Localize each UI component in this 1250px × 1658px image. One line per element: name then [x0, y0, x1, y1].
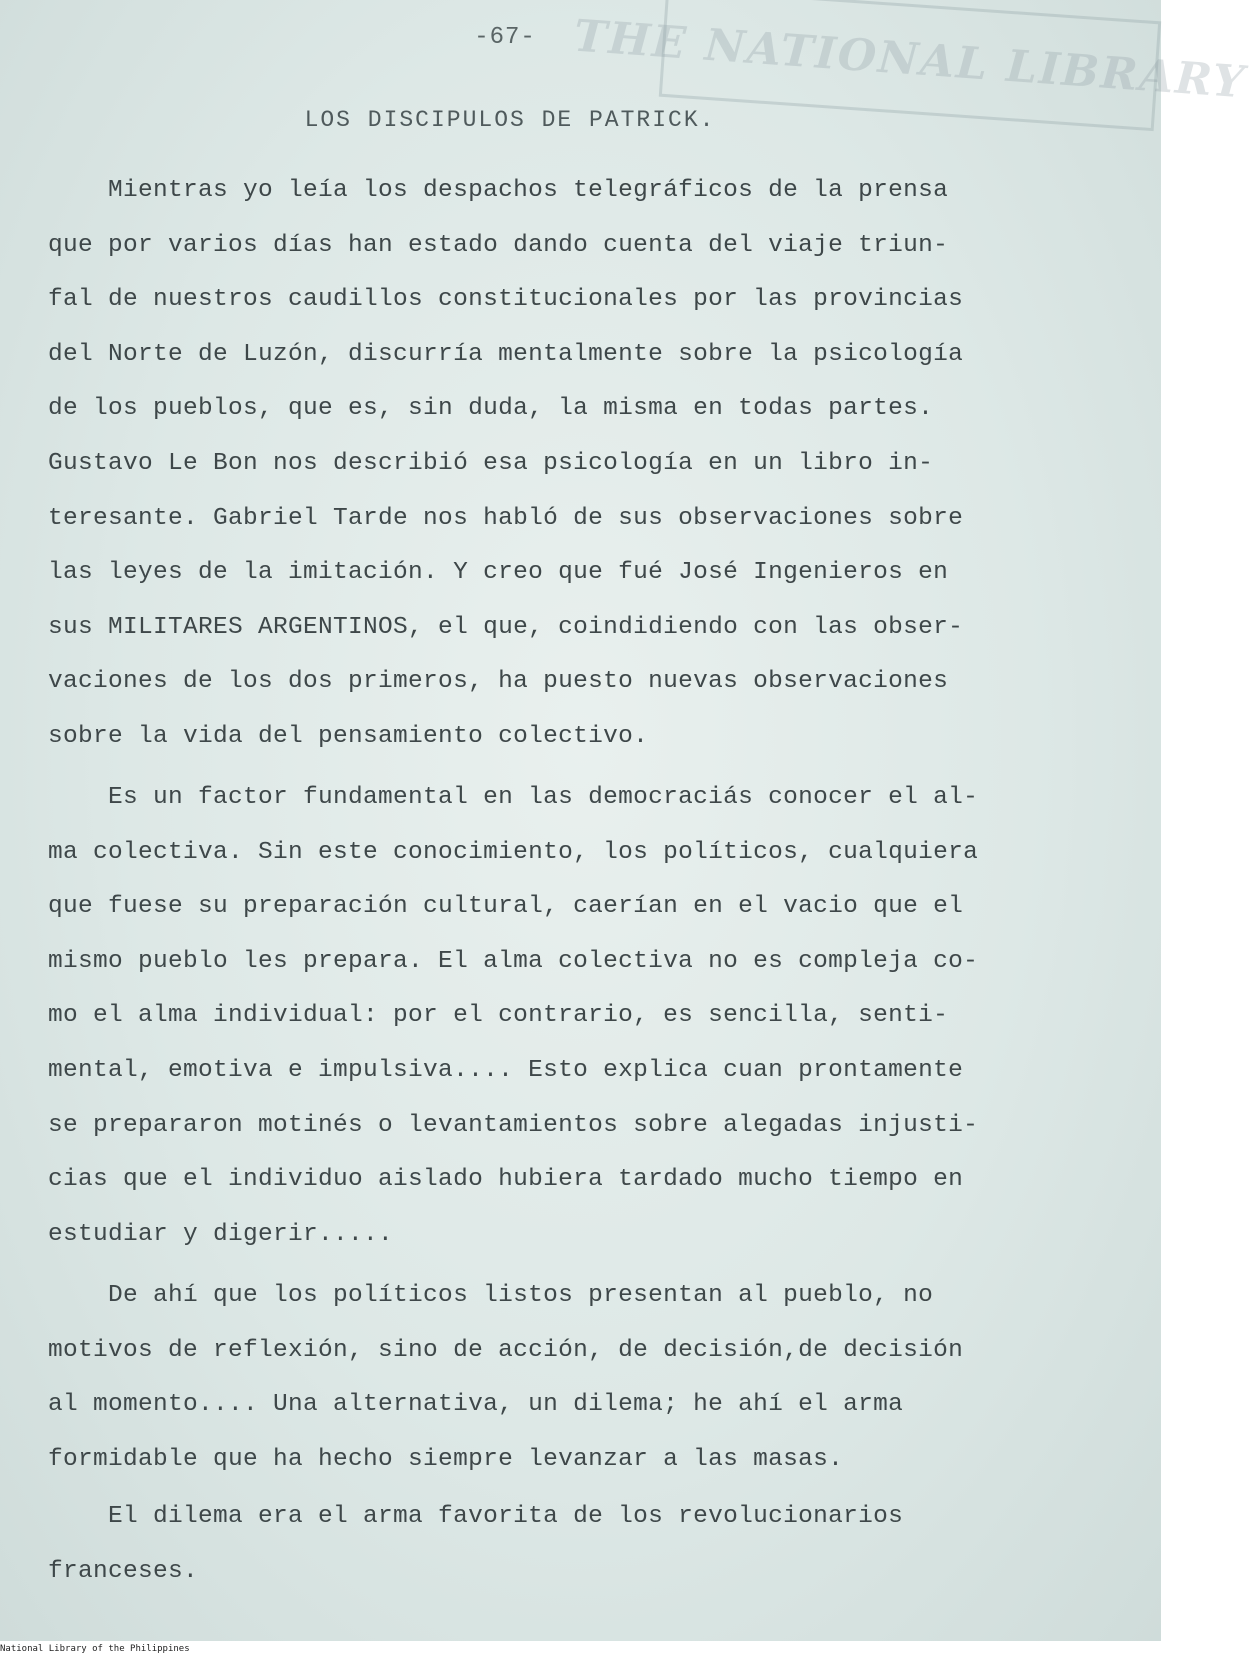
text-line: que fuese su preparación cultural, caerían en el vacio que el — [48, 893, 964, 921]
text-line: vaciones de los dos primeros, ha puesto nuevas observaciones — [48, 668, 949, 696]
text-line: sus MILITARES ARGENTINOS, el que, coindidiendo con las obser- — [48, 613, 964, 641]
text-line: franceses. — [48, 1557, 199, 1585]
text-line: del Norte de Luzón, discurría mentalmente sobre la psicología — [48, 340, 964, 368]
text-line: teresante. Gabriel Tarde nos habló de sus observaciones sobre — [48, 504, 964, 532]
text-line: de los pueblos, que es, sin duda, la misma en todas partes. — [48, 395, 934, 423]
paragraph-4 — [48, 1490, 1068, 1599]
text-line: fal de nuestros caudillos constitucionales por las provincias — [48, 286, 964, 314]
paragraph-2 — [48, 771, 1068, 1262]
footer-credit: National Library of the Philippines — [0, 1644, 190, 1654]
text-line: las leyes de la imitación. Y creo que fué José Ingenieros en — [48, 559, 949, 587]
text-line: Mientras yo leía los despachos telegráficos de la prensa — [48, 177, 949, 204]
page-number: -67- — [474, 24, 536, 51]
paragraph-1 — [48, 164, 1068, 765]
paragraph-3 — [48, 1269, 1068, 1487]
library-stamp-text: THE NATIONAL LIBRARY — [572, 10, 1248, 108]
text-line: mismo pueblo les prepara. El alma colectiva no es compleja co- — [48, 947, 979, 975]
text-line: motivos de reflexión, sino de acción, de decisión,de decisión — [48, 1336, 964, 1364]
text-line: cias que el individuo aislado hubiera tardado mucho tiempo en — [48, 1166, 964, 1194]
text-line: ma colectiva. Sin este conocimiento, los políticos, cualquiera — [48, 838, 979, 866]
text-line: mental, emotiva e impulsiva.... Esto explica cuan prontamente — [48, 1056, 964, 1084]
text-line: que por varios días han estado dando cuenta del viaje triun- — [48, 231, 949, 259]
text-line: formidable que ha hecho siempre levanzar a las masas. — [48, 1445, 844, 1473]
text-line: al momento.... Una alternativa, un dilema; he ahí el arma — [48, 1391, 904, 1419]
text-line: Es un factor fundamental en las democraciás conocer el al- — [48, 784, 979, 811]
text-line: El dilema era el arma favorita de los revolucionarios — [48, 1503, 904, 1530]
text-line: De ahí que los políticos listos presentan al pueblo, no — [48, 1282, 934, 1309]
text-line: Gustavo Le Bon nos describió esa psicología en un libro in- — [48, 449, 934, 477]
text-line: mo el alma individual: por el contrario, es sencilla, senti- — [48, 1002, 949, 1030]
text-line: sobre la vida del pensamiento colectivo. — [48, 722, 649, 750]
article-heading: LOS DISCIPULOS DE PATRICK. — [304, 107, 716, 133]
text-line: se prepararon motinés o levantamientos sobre alegadas injusti- — [48, 1111, 979, 1139]
text-line: estudiar y digerir..... — [48, 1220, 394, 1248]
